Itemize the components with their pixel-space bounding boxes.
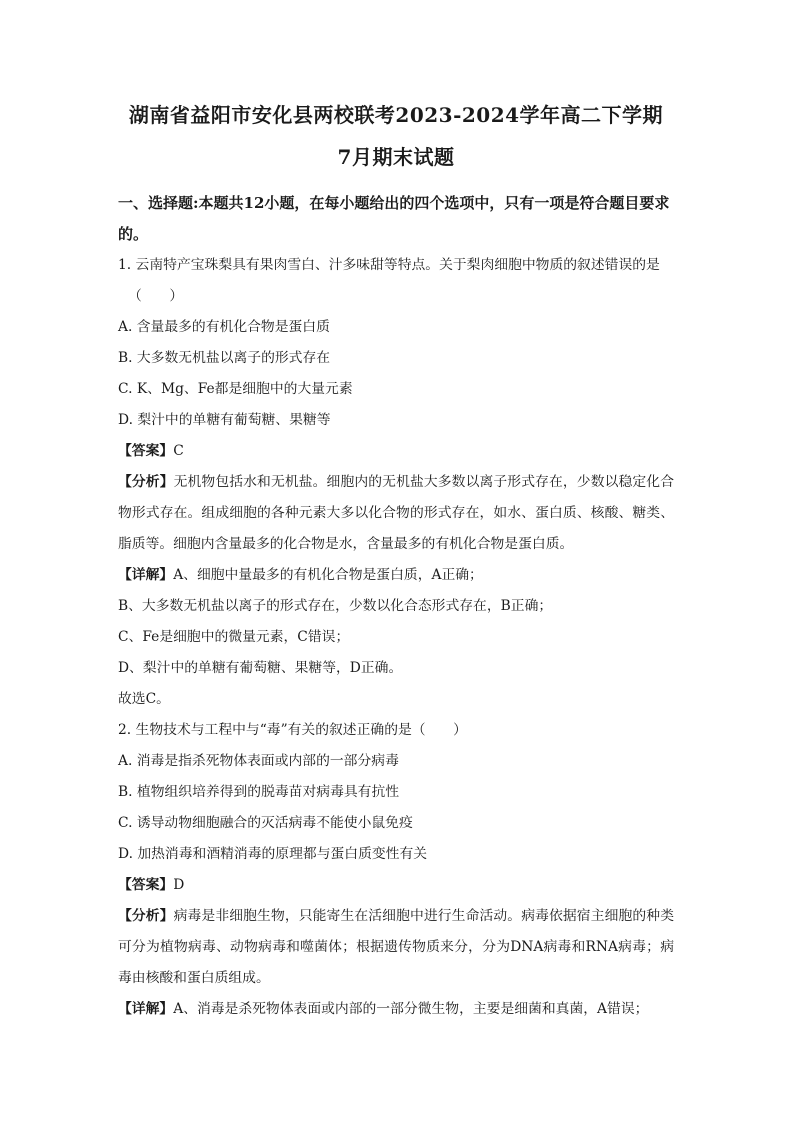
question-stem: 2. 生物技术与工程中与“毒”有关的叙述正确的是（ ） [118,722,467,738]
option-a: A. 消毒是指杀死物体表面或内部的一部分病毒 [118,753,399,769]
detail-line-1 [118,560,674,591]
question-1 [118,250,674,715]
answer-value: C [173,443,184,459]
option-c: C. K、Mg、Fe都是细胞中的大量元素 [118,381,353,397]
option-d: D. 加热消毒和酒精消毒的原理都与蛋白质变性有关 [118,846,428,862]
answer-tag: 【答案】 [118,877,174,893]
analysis-tag: 【分析】 [118,474,174,490]
title-line-2: 7月期末试题 [337,145,455,169]
document-title [118,94,674,178]
analysis-text: 无机物包括水和无机盐。细胞内的无机盐大多数以离子形式存在，少数以稳定化合物形式存在。组成细胞的各种元素大多以化合物的形式存在，如水、蛋白质、核酸、糖类、脂质等。细胞内含量最多的化合物是水，含量最多的有机化合物是蛋白质。 [118,474,675,552]
analysis-tag: 【分析】 [118,908,174,924]
detail-tag: 【详解】 [118,567,174,583]
conclusion: 故选C。 [118,691,170,707]
detail-text: A、细胞中量最多的有机化合物是蛋白质，A正确； [173,567,483,583]
option-d: D. 梨汁中的单糖有葡萄糖、果糖等 [118,412,331,428]
detail-line-2: B、大多数无机盐以离子的形式存在，少数以化合态形式存在，B正确； [118,598,553,614]
answer-line [118,870,674,901]
option-b: B. 大多数无机盐以离子的形式存在 [118,350,331,366]
detail-line-4: D、梨汁中的单糖有葡萄糖、果糖等，D正确。 [118,660,403,676]
answer-value: D [173,877,185,893]
analysis-paragraph [118,467,674,560]
option-a: A. 含量最多的有机化合物是蛋白质 [118,319,330,335]
analysis-paragraph [118,901,674,994]
option-c: C. 诱导动物细胞融合的灭活病毒不能使小鼠免疫 [118,815,413,831]
answer-tag: 【答案】 [118,443,174,459]
detail-line-3: C、Fe是细胞中的微量元素，C错误； [118,629,350,645]
detail-line-1 [118,994,674,1025]
answer-parentheses: （ ） [128,288,184,304]
detail-text: A、消毒是杀死物体表面或内部的一部分微生物，主要是细菌和真菌，A错误； [173,1001,649,1017]
analysis-text: 病毒是非细胞生物，只能寄生在活细胞中进行生命活动。病毒依据宿主细胞的种类可分为植物病毒、动物病毒和噬菌体；根据遗传物质来分，分为DNA病毒和RNA病毒；病毒由核酸和蛋白质组成。 [118,908,675,986]
question-stem: 1. 云南特产宝珠梨具有果肉雪白、汁多味甜等特点。关于梨肉细胞中物质的叙述错误的是 [118,257,660,273]
question-2 [118,715,674,1025]
answer-line [118,436,674,467]
section-heading: 一、选择题:本题共12小题，在每小题给出的四个选项中，只有一项是符合题目要求的。 [118,194,670,243]
detail-tag: 【详解】 [118,1001,174,1017]
option-b: B. 植物组织培养得到的脱毒苗对病毒具有抗性 [118,784,400,800]
title-line-1: 湖南省益阳市安化县两校联考2023-2024学年高二下学期 [128,103,664,127]
